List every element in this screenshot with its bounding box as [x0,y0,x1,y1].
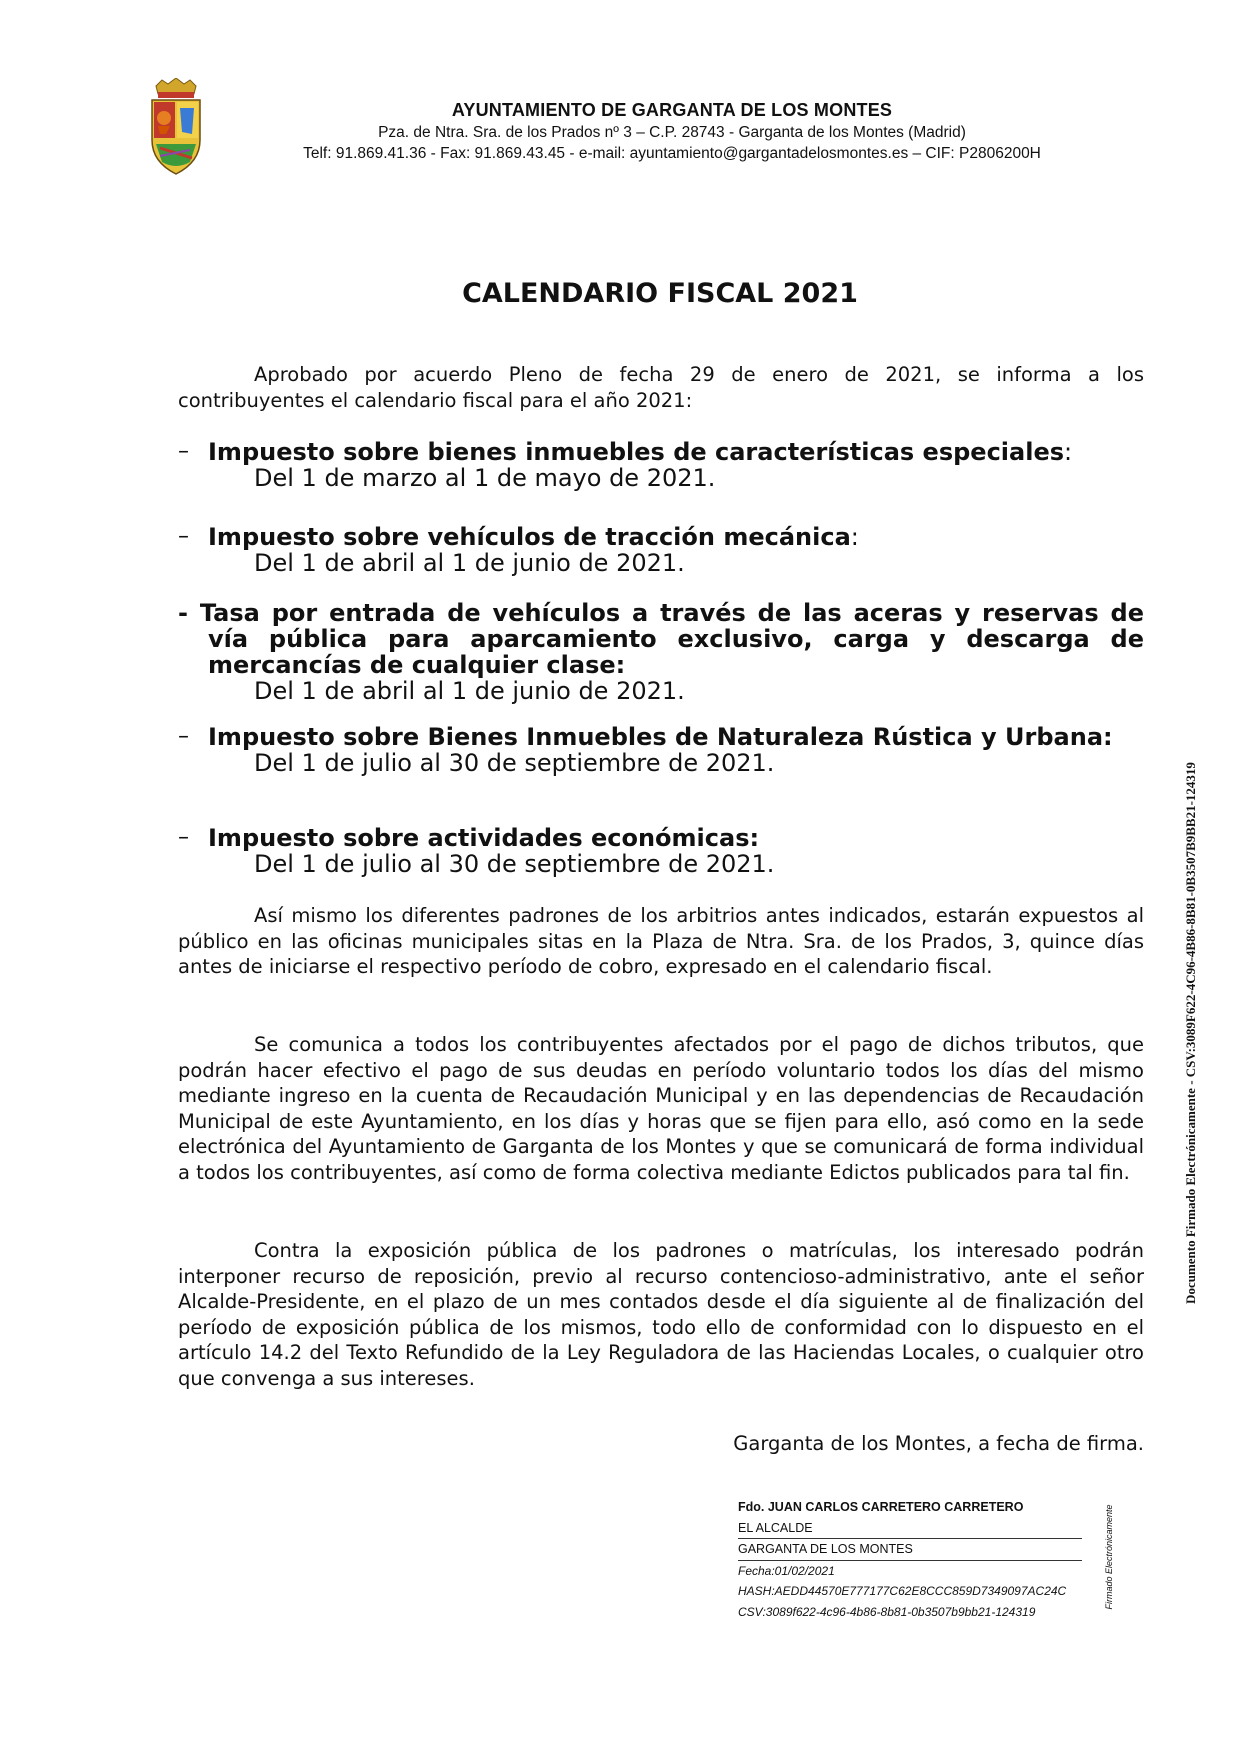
signer-entity: GARGANTA DE LOS MONTES [738,1539,1082,1561]
side-verification-text: Documento Firmado Electrónicamente - CSV:3089F622-4C96-4B86-8B81-0B3507B9BB21-124319 [1183,762,1198,1304]
signer-role: EL ALCALDE [738,1518,1082,1540]
organization-address: Pza. de Ntra. Sra. de los Prados nº 3 – C.P. 28743 - Garganta de los Montes (Madrid) [378,124,966,141]
paragraph-pago [178,1032,1144,1185]
colon: : [850,523,859,551]
payment-period: Del 1 de abril al 1 de junio de 2021. [254,549,685,577]
list-dash: – [178,439,189,464]
payment-period: Del 1 de julio al 30 de septiembre de 2021. [254,749,775,777]
place-and-date: Garganta de los Montes, a fecha de firma. [733,1432,1144,1455]
signature-date: Fecha:01/02/2021 [738,1563,835,1578]
intro-text: Aprobado por acuerdo Pleno de fecha 29 de enero de 2021, se informa a los contribuyentes el calendario fiscal para el año 2021: [178,363,1144,412]
tax-item [178,724,1144,776]
signature-vertical-text: Firmado Electrónicamente [1104,1504,1114,1610]
tax-name: Tasa por entrada de vehículos a través de las aceras y reservas de vía pública para aparcamiento exclusivo, carga y descarga de mercancías de cualquier clase: [199,599,1144,679]
list-dash: - [178,599,188,627]
paragraph-text: Contra la exposición pública de los padrones o matrículas, los interesado podrán interponer recurso de reposición, previo al recurso contencioso-administrativo, ante el señor Alcalde-Presidente, en el plazo de un mes contados desde el día siguiente al de finalización del período de exposición pública de los mismos, todo ello de conformidad con lo dispuesto en el artículo 14.2 del Texto Refundido de la Ley Reguladora de las Haciendas Locales, o cualquier otro que convenga a sus intereses. [178,1239,1144,1390]
signature-vertical-note [1098,1504,1114,1618]
tax-item [178,524,1144,576]
tax-name: Impuesto sobre actividades económicas: [208,824,760,852]
tax-item [178,600,1144,704]
paragraph-text: Así mismo los diferentes padrones de los arbitrios antes indicados, estarán expuestos al público en las oficinas municipales sitas en la Plaza de Ntra. Sra. de los Prados, 3, quince días antes de iniciarse el respectivo período de cobro, expresado en el calendario fiscal. [178,904,1144,978]
list-dash: – [178,825,189,850]
signer-name: Fdo. JUAN CARLOS CARRETERO CARRETERO [738,1500,1024,1514]
intro-paragraph [178,362,1144,413]
paragraph-text: Se comunica a todos los contribuyentes afectados por el pago de dichos tributos, que podrán hacer efectivo el pago de sus deudas en período voluntario todos los días del mismo mediante ingreso en la cuenta de Recaudación Municipal y en las dependencias de Recaudación Municipal de este Ayuntamiento, en los días y horas que se fijen para ello, asó como en la sede electrónica del Ayuntamiento de Garganta de los Montes y que se comunicará de forma individual a todos los contribuyentes, así como de forma colectiva mediante Edictos publicados para tal fin. [178,1033,1144,1184]
payment-period: Del 1 de marzo al 1 de mayo de 2021. [254,464,716,492]
tax-name: Impuesto sobre Bienes Inmuebles de Naturaleza Rústica y Urbana: [208,723,1113,751]
paragraph-recurso [178,1238,1144,1391]
tax-item [178,825,1144,877]
organization-contact: Telf: 91.869.41.36 - Fax: 91.869.43.45 - e-mail: ayuntamiento@gargantadelosmontes.es – CIF: P2806200H [303,145,1041,162]
list-dash: – [178,724,189,749]
tax-item [178,439,1144,491]
colon: : [1064,438,1073,466]
tax-name: Impuesto sobre vehículos de tracción mecánica [208,523,851,551]
municipal-coat-of-arms [150,78,202,176]
signature-block [738,1497,1082,1622]
payment-period: Del 1 de abril al 1 de junio de 2021. [254,677,685,705]
document-title: CALENDARIO FISCAL 2021 [462,278,858,309]
signature-csv: CSV:3089f622-4c96-4b86-8b81-0b3507b9bb21-124319 [738,1604,1036,1619]
signature-hash: HASH:AEDD44570E777177C62E8CCC859D7349097AC24C [738,1584,1067,1598]
list-dash: – [178,524,189,549]
tax-name: Impuesto sobre bienes inmuebles de características especiales [208,438,1065,466]
letterhead [262,100,1082,163]
payment-period: Del 1 de julio al 30 de septiembre de 2021. [254,850,775,878]
organization-name: AYUNTAMIENTO DE GARGANTA DE LOS MONTES [451,100,893,120]
paragraph-padrones [178,903,1144,980]
side-verification-note [1180,725,1202,1345]
